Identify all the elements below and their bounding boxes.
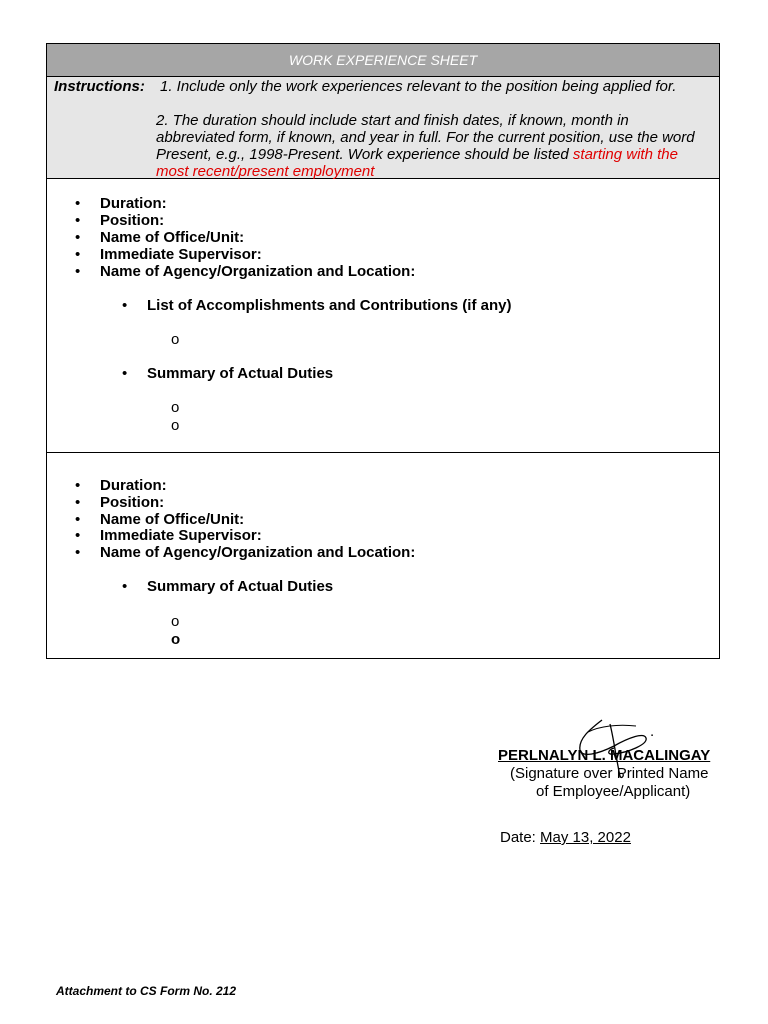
bullet: •: [75, 511, 81, 528]
signature-dot: .: [650, 723, 655, 740]
instruction-2: [156, 112, 716, 180]
instructions-section: [47, 77, 719, 179]
bullet: •: [75, 246, 81, 263]
instructions-label: Instructions:: [54, 78, 145, 95]
field-agency-location: Name of Agency/Organization and Location:: [100, 544, 416, 561]
bullet: •: [122, 365, 128, 382]
sheet-title: WORK EXPERIENCE SHEET: [47, 44, 719, 77]
field-position: Position:: [100, 212, 165, 229]
date-label: Date:: [500, 829, 541, 846]
signature-caption-line-1: (Signature over Printed Name: [510, 765, 709, 782]
field-immediate-supervisor: Immediate Supervisor:: [100, 527, 262, 544]
bullet: •: [122, 297, 128, 314]
field-duration: Duration:: [100, 195, 167, 212]
bullet: •: [75, 212, 81, 229]
sub-item: o: [171, 631, 181, 648]
bullet: •: [75, 527, 81, 544]
work-experience-sheet: [46, 43, 720, 659]
date-row: [500, 829, 631, 846]
signature-caption-line-2: of Employee/Applicant): [536, 783, 691, 800]
bullet: •: [75, 477, 81, 494]
instruction-2-highlight-2: most recent/present employment: [156, 163, 375, 180]
bullet: •: [122, 578, 128, 595]
field-immediate-supervisor: Immediate Supervisor:: [100, 246, 262, 263]
date-value: May 13, 2022: [540, 829, 631, 846]
instruction-2-line-3: [156, 146, 716, 163]
bullet: •: [75, 544, 81, 561]
instruction-2-line-3-text: Present, e.g., 1998-Present. Work experience should be listed: [156, 146, 573, 163]
work-entry-1: [47, 179, 719, 453]
sub-item: o: [171, 613, 180, 630]
bullet: •: [75, 195, 81, 212]
instruction-2-line-1: 2. The duration should include start and finish dates, if known, month in: [156, 112, 629, 129]
section-summary-duties: Summary of Actual Duties: [147, 578, 334, 595]
bullet: •: [75, 494, 81, 511]
field-office-unit: Name of Office/Unit:: [100, 511, 245, 528]
sub-item: o: [171, 331, 180, 348]
field-agency-location: Name of Agency/Organization and Location:: [100, 263, 416, 280]
sub-item: o: [171, 399, 180, 416]
work-entry-2: [47, 453, 719, 658]
section-accomplishments: List of Accomplishments and Contributions (if any): [147, 297, 512, 314]
instruction-2-line-2: abbreviated form, if known, and year in full. For the current position, use the word: [156, 129, 695, 146]
instruction-1: 1. Include only the work experiences relevant to the position being applied for.: [160, 78, 677, 95]
footer-attachment-note: Attachment to CS Form No. 212: [56, 984, 237, 998]
employee-name: PERLNALYN L. MACALINGAY: [498, 747, 711, 764]
bullet: •: [75, 263, 81, 280]
field-office-unit: Name of Office/Unit:: [100, 229, 245, 246]
instruction-2-highlight-1: starting with the: [572, 146, 678, 163]
section-summary-duties: Summary of Actual Duties: [147, 365, 334, 382]
field-duration: Duration:: [100, 477, 167, 494]
field-position: Position:: [100, 494, 165, 511]
sub-item: o: [171, 417, 180, 434]
bullet: •: [75, 229, 81, 246]
